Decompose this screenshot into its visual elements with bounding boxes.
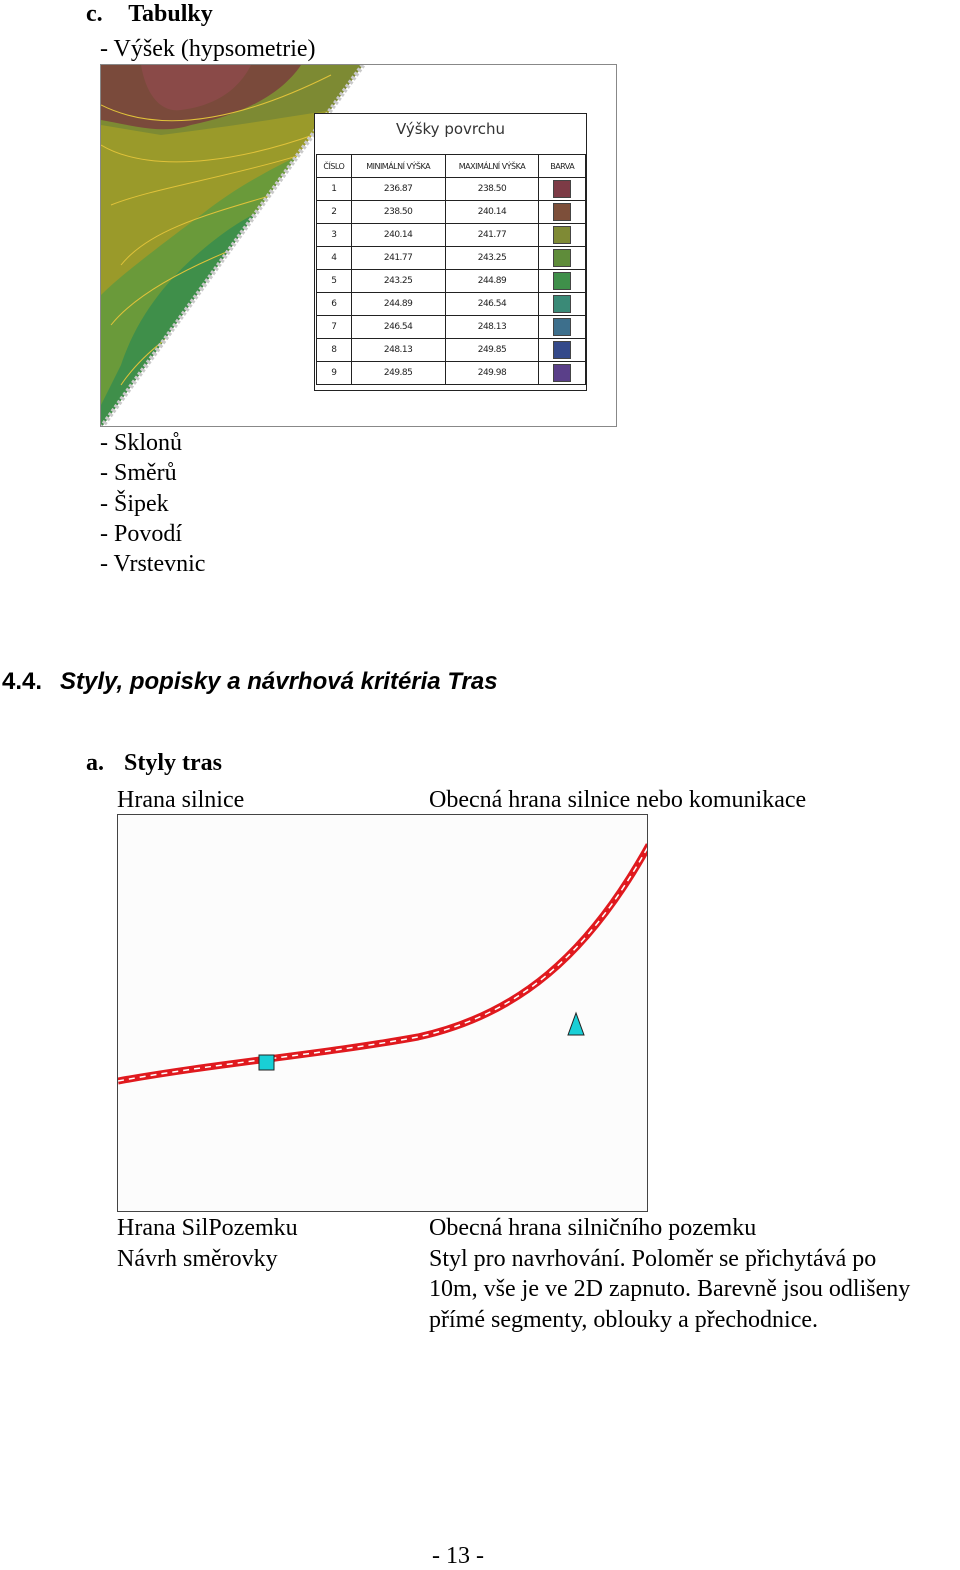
legend-cell-number: 9 bbox=[317, 362, 352, 385]
legend-color-swatch bbox=[553, 295, 571, 313]
list-item-watersheds: - Povodí bbox=[100, 521, 183, 547]
legend-cell-color bbox=[539, 178, 586, 201]
legend-cell-color bbox=[539, 224, 586, 247]
legend-cell-min: 249.85 bbox=[351, 362, 445, 385]
legend-color-swatch bbox=[553, 249, 571, 267]
style-desc-road-land: Obecná hrana silničního pozemku bbox=[429, 1215, 757, 1241]
legend-cell-min: 243.25 bbox=[351, 270, 445, 293]
legend-cell-color bbox=[539, 247, 586, 270]
legend-row bbox=[317, 201, 586, 224]
hypsometry-legend bbox=[314, 113, 587, 391]
legend-header-min: MINIMÁLNÍ VÝŠKA bbox=[351, 155, 445, 178]
legend-cell-max: 249.85 bbox=[445, 339, 539, 362]
legend-title: Výšky povrchu bbox=[395, 120, 506, 138]
legend-header-number: ČÍSLO bbox=[317, 155, 352, 178]
legend-color-swatch bbox=[553, 272, 571, 290]
legend-body bbox=[317, 178, 586, 385]
legend-cell-number: 1 bbox=[317, 178, 352, 201]
legend-cell-color bbox=[539, 316, 586, 339]
section-a-heading bbox=[86, 749, 222, 777]
road-edge-drawing bbox=[118, 815, 648, 1212]
legend-cell-number: 5 bbox=[317, 270, 352, 293]
legend-row bbox=[317, 224, 586, 247]
legend-color-swatch bbox=[553, 203, 571, 221]
style-desc-alignment-line-2: 10m, vše je ve 2D zapnuto. Barevně jsou odlišeny bbox=[429, 1276, 911, 1302]
legend-color-swatch bbox=[553, 364, 571, 382]
legend-cell-max: 249.98 bbox=[445, 362, 539, 385]
legend-cell-min: 238.50 bbox=[351, 201, 445, 224]
legend-row bbox=[317, 362, 586, 385]
section-c-label: c. bbox=[86, 1, 103, 27]
legend-cell-color bbox=[539, 270, 586, 293]
list-item-directions: - Směrů bbox=[100, 460, 177, 486]
legend-row bbox=[317, 339, 586, 362]
legend-cell-number: 4 bbox=[317, 247, 352, 270]
section-a-label: a. bbox=[86, 750, 104, 776]
section-heading-4-4 bbox=[2, 668, 498, 696]
legend-table bbox=[316, 154, 586, 385]
legend-cell-min: 240.14 bbox=[351, 224, 445, 247]
legend-cell-max: 248.13 bbox=[445, 316, 539, 339]
legend-cell-color bbox=[539, 339, 586, 362]
legend-cell-max: 241.77 bbox=[445, 224, 539, 247]
legend-cell-max: 244.89 bbox=[445, 270, 539, 293]
style-name-road-edge: Hrana silnice bbox=[117, 787, 245, 813]
road-edge-line bbox=[118, 845, 648, 1081]
style-desc-alignment-line-1: Styl pro navrhování. Poloměr se přichytává po bbox=[429, 1246, 877, 1272]
legend-color-swatch bbox=[553, 318, 571, 336]
section-c-title: Tabulky bbox=[128, 1, 213, 27]
list-item-arrows: - Šipek bbox=[100, 491, 169, 517]
legend-cell-number: 3 bbox=[317, 224, 352, 247]
legend-cell-color bbox=[539, 362, 586, 385]
list-item-contours: - Vrstevnic bbox=[100, 551, 206, 577]
section-a-title: Styly tras bbox=[124, 750, 222, 776]
legend-color-swatch bbox=[553, 226, 571, 244]
legend-cell-color bbox=[539, 201, 586, 224]
legend-cell-min: 248.13 bbox=[351, 339, 445, 362]
legend-cell-number: 6 bbox=[317, 293, 352, 316]
alignment-node-square bbox=[259, 1055, 274, 1070]
legend-color-swatch bbox=[553, 341, 571, 359]
page-number: - 13 - bbox=[432, 1543, 484, 1569]
legend-row bbox=[317, 293, 586, 316]
legend-row bbox=[317, 270, 586, 293]
legend-cell-max: 243.25 bbox=[445, 247, 539, 270]
legend-color-swatch bbox=[553, 180, 571, 198]
style-name-road-land: Hrana SilPozemku bbox=[117, 1215, 298, 1241]
legend-header-row bbox=[317, 155, 586, 178]
list-item-slopes: - Sklonů bbox=[100, 430, 183, 456]
legend-cell-max: 240.14 bbox=[445, 201, 539, 224]
legend-header-max: MAXIMÁLNÍ VÝŠKA bbox=[445, 155, 539, 178]
legend-cell-number: 8 bbox=[317, 339, 352, 362]
heading-number: 4.4. bbox=[2, 668, 43, 695]
legend-cell-min: 241.77 bbox=[351, 247, 445, 270]
legend-cell-max: 246.54 bbox=[445, 293, 539, 316]
legend-row bbox=[317, 247, 586, 270]
legend-cell-number: 7 bbox=[317, 316, 352, 339]
legend-cell-color bbox=[539, 293, 586, 316]
legend-row bbox=[317, 316, 586, 339]
legend-cell-min: 246.54 bbox=[351, 316, 445, 339]
style-desc-alignment-line-3: přímé segmenty, oblouky a přechodnice. bbox=[429, 1307, 818, 1333]
section-c-heading bbox=[86, 0, 213, 28]
hypsometry-figure bbox=[100, 64, 617, 427]
legend-row bbox=[317, 178, 586, 201]
style-name-alignment-design: Návrh směrovky bbox=[117, 1246, 278, 1272]
legend-cell-min: 236.87 bbox=[351, 178, 445, 201]
legend-cell-max: 238.50 bbox=[445, 178, 539, 201]
list-item-hypsometry: - Výšek (hypsometrie) bbox=[100, 36, 316, 62]
heading-title: Styly, popisky a návrhová kritéria Tras bbox=[60, 668, 498, 695]
legend-header-color: BARVA bbox=[539, 155, 586, 178]
legend-cell-number: 2 bbox=[317, 201, 352, 224]
alignment-marker-triangle bbox=[568, 1013, 584, 1035]
legend-cell-min: 244.89 bbox=[351, 293, 445, 316]
style-desc-road-edge: Obecná hrana silnice nebo komunikace bbox=[429, 787, 807, 813]
road-edge-figure bbox=[117, 814, 648, 1212]
